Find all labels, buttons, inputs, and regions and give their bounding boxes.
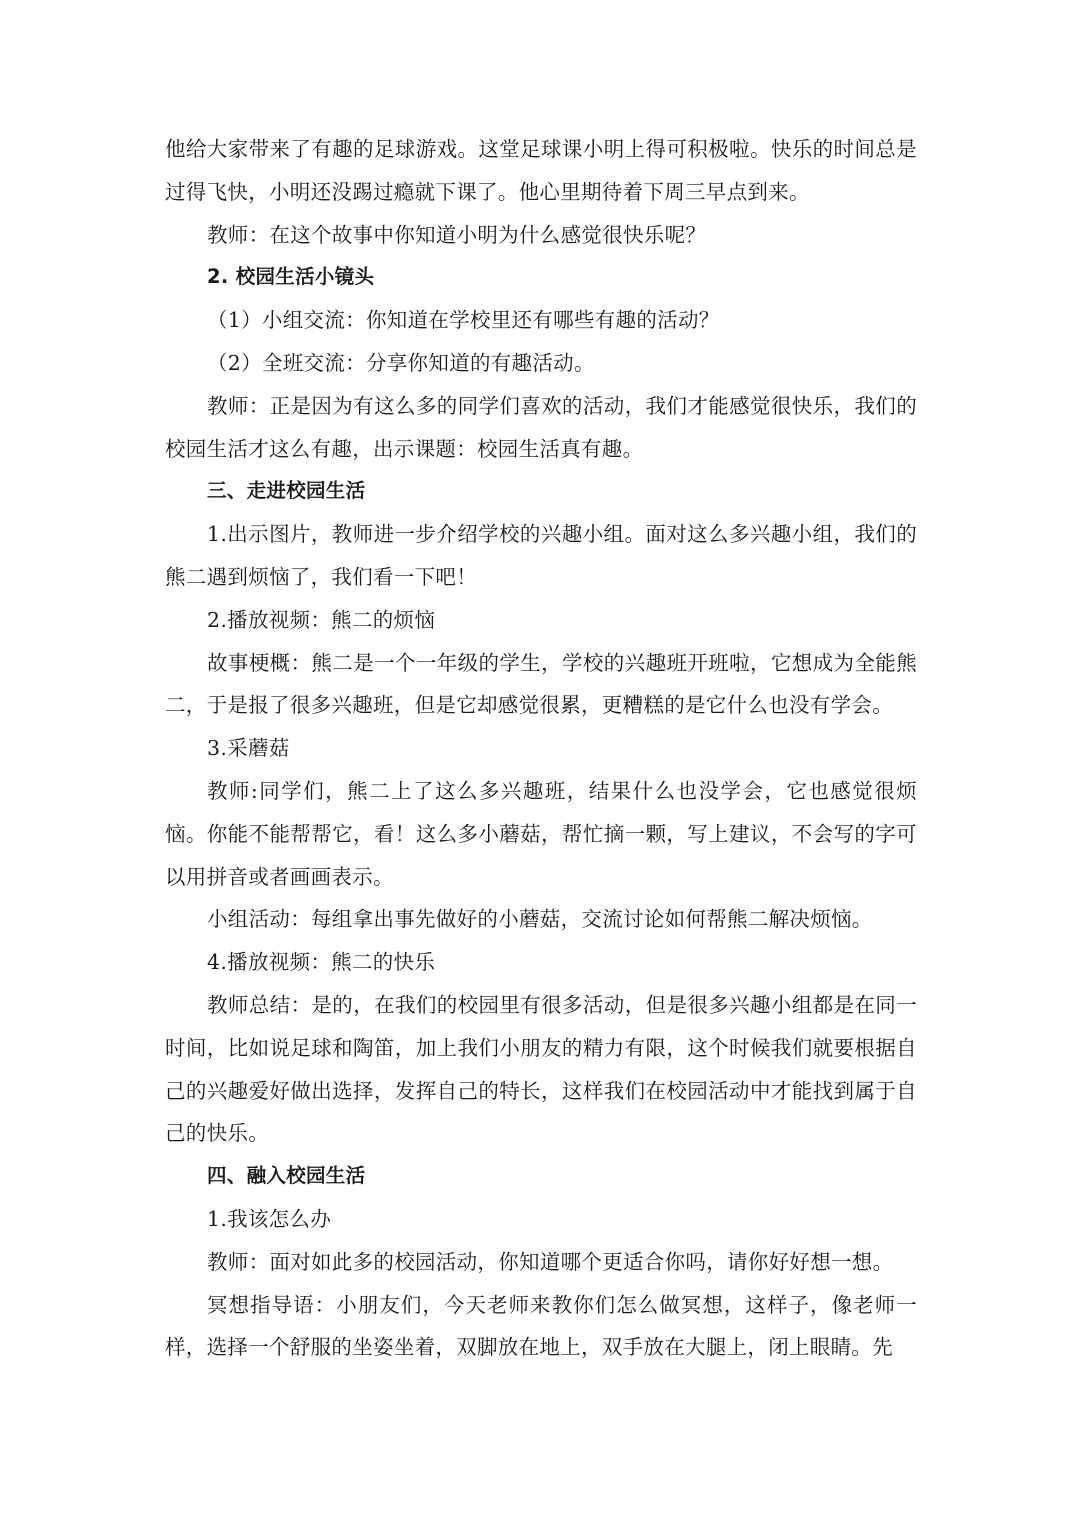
paragraph-story-ending: 他给大家带来了有趣的足球游戏。这堂足球课小明上得可积极啦。快乐的时间总是过得飞快，小明还没踢过瘾就下课了。他心里期待着下周三早点到来。 — [165, 137, 917, 204]
paragraph-group-activity: 小组活动：每组拿出事先做好的小蘑菇，交流讨论如何帮熊二解决烦恼。 — [207, 907, 873, 932]
paragraph-video-worries: 2.播放视频：熊二的烦恼 — [207, 607, 436, 632]
paragraph-class-discussion: （2）全班交流：分享你知道的有趣活动。 — [207, 350, 595, 375]
paragraph-teacher-think: 教师：面对如此多的校园活动，你知道哪个更适合你吗，请你好好想一想。 — [207, 1249, 894, 1274]
paragraph-teacher-help: 教师:同学们，熊二上了这么多兴趣班，结果什么也没学会，它也感觉很烦恼。你能不能帮帮它，看！这么多小蘑菇，帮忙摘一颗，写上建议，不会写的字可以用拼音或者画画表示。 — [165, 778, 917, 889]
paragraph-show-pictures: 1.出示图片，教师进一步介绍学校的兴趣小组。面对这么多兴趣小组，我们的熊二遇到烦恼了，我们看一下吧！ — [165, 522, 917, 589]
paragraph-meditation-guide: 冥想指导语：小朋友们，今天老师来教你们怎么做冥想，这样子，像老师一样，选择一个舒服的坐姿坐着，双脚放在地上，双手放在大腿上，闭上眼睛。先 — [165, 1292, 917, 1360]
paragraph-teacher-question: 教师：在这个故事中你知道小明为什么感觉很快乐呢？ — [207, 222, 707, 247]
paragraph-pick-mushrooms: 3.采蘑菇 — [207, 736, 290, 761]
section-heading-join-campus-life: 四、融入校园生活 — [207, 1164, 366, 1188]
paragraph-teacher-summary: 教师总结：是的，在我们的校园里有很多活动，但是很多兴趣小组都是在同一时间，比如说足球和陶笛，加上我们小朋友的精力有限，这个时候我们就要根据自己的兴趣爱好做出选择，发挥自己的特长，这样我们在校园活动中才能找到属于自己的快乐。 — [165, 992, 917, 1146]
section-heading-campus-snapshot: 2. 校园生活小镜头 — [207, 265, 375, 289]
paragraph-group-discussion: （1）小组交流：你知道在学校里还有哪些有趣的活动？ — [207, 308, 720, 333]
paragraph-teacher-topic: 教师：正是因为有这么多的同学们喜欢的活动，我们才能感觉很快乐，我们的校园生活才这么有趣，出示课题：校园生活真有趣。 — [165, 393, 917, 461]
section-heading-enter-campus-life: 三、走进校园生活 — [207, 479, 366, 503]
paragraph-video-happiness: 4.播放视频：熊二的快乐 — [207, 950, 436, 975]
paragraph-story-summary: 故事梗概：熊二是一个一年级的学生，学校的兴趣班开班啦，它想成为全能熊二，于是报了很多兴趣班，但是它却感觉很累，更糟糕的是它什么也没有学会。 — [165, 650, 917, 718]
paragraph-what-should-i-do: 1.我该怎么办 — [207, 1206, 332, 1231]
document-body — [165, 128, 917, 1369]
